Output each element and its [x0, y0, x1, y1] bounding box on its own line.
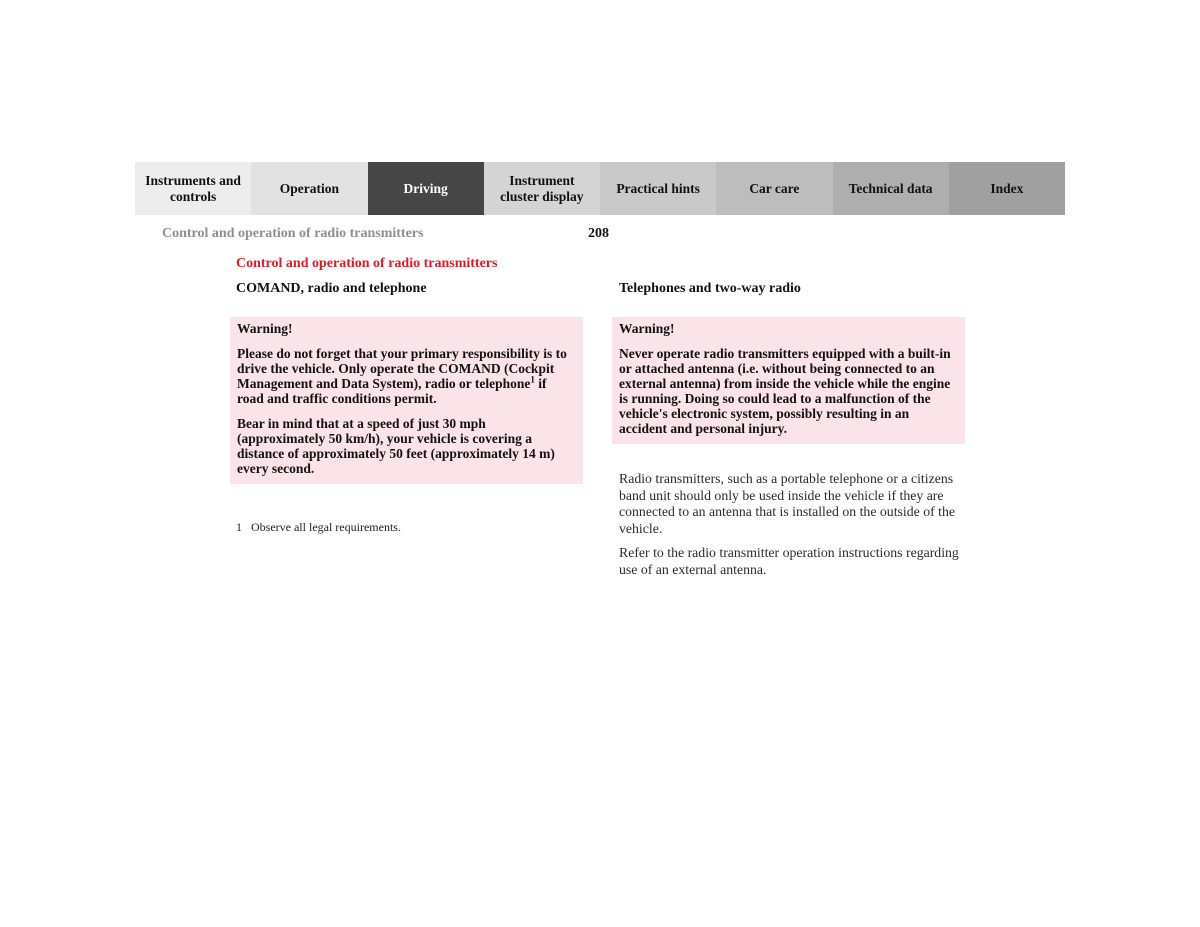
footnote-marker: 1 — [236, 520, 242, 534]
footnote-text: Observe all legal requirements. — [251, 520, 401, 534]
footnote — [236, 520, 401, 535]
breadcrumb: Control and operation of radio transmitters — [162, 226, 424, 241]
body-text — [619, 471, 971, 578]
tab-driving-active[interactable]: Driving — [368, 162, 484, 215]
warning-paragraph — [237, 346, 576, 406]
warning-paragraph: Bear in mind that at a speed of just 30 mph (approximately 50 km/h), your vehicle is covering a distance of approximately 50 feet (approximately 14 m) every second. — [237, 416, 555, 476]
body-paragraph: Refer to the radio transmitter operation instructions regarding use of an external antenna. — [619, 545, 959, 577]
body-paragraph: Radio transmitters, such as a portable telephone or a citizens band unit should only be used inside the vehicle if they are connected to an antenna that is installed on the outside of the vehicle. — [619, 471, 956, 536]
warning-box-radio-transmitters — [612, 317, 965, 444]
left-column-heading: COMAND, radio and telephone — [236, 281, 427, 296]
tab-instrument-cluster-display[interactable]: Instrument cluster display — [484, 162, 600, 215]
chapter-tabbar — [135, 162, 1065, 215]
warning-box-comand — [230, 317, 583, 484]
warning-text: Please do not forget that your primary responsibility is to drive the vehicle. Only operate the COMAND (Cockpit Management and Data System), radio or telephone — [237, 346, 567, 391]
warning-paragraph: Never operate radio transmitters equipped with a built-in or attached antenna (i.e. without being connected to an external antenna) from inside the vehicle while the engine is running. Doing so could lead to a malfunction of the vehicle's electronic system, possibly resulting in an accident and personal injury. — [619, 346, 951, 436]
warning-title: Warning! — [237, 321, 293, 336]
tab-car-care[interactable]: Car care — [716, 162, 832, 215]
tab-technical-data[interactable]: Technical data — [833, 162, 949, 215]
tab-practical-hints[interactable]: Practical hints — [600, 162, 716, 215]
right-column-heading: Telephones and two-way radio — [619, 281, 801, 296]
page-number: 208 — [588, 226, 609, 241]
footnote-reference: 1 — [530, 374, 535, 385]
tab-instruments-and-controls[interactable]: Instruments and controls — [135, 162, 251, 215]
section-title: Control and operation of radio transmitters — [236, 256, 498, 271]
tab-index[interactable]: Index — [949, 162, 1065, 215]
tab-operation[interactable]: Operation — [251, 162, 367, 215]
warning-text: if road and traffic conditions permit. — [237, 376, 547, 406]
warning-title: Warning! — [619, 321, 675, 336]
